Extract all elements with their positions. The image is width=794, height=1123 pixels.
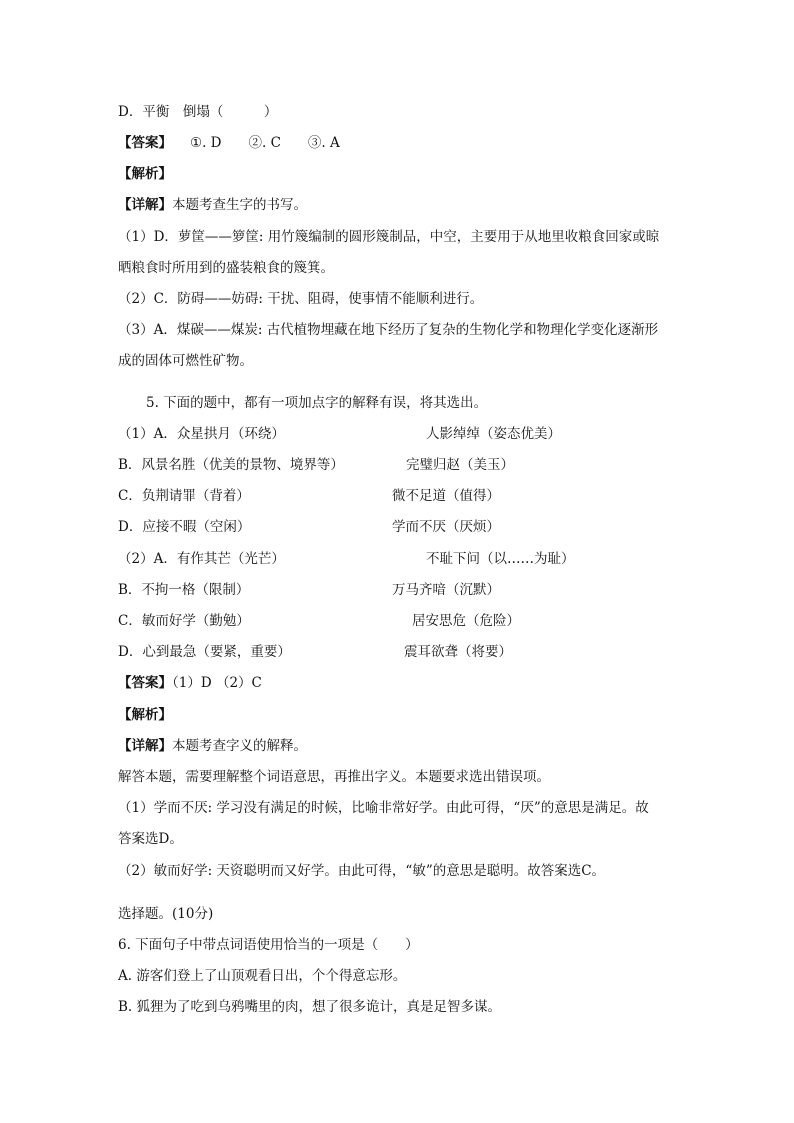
q6-stem: 6. 下面句子中带点词语使用恰当的一项是（ ）	[118, 937, 419, 953]
section-title: 选择题。(10分)	[118, 906, 214, 922]
q5-option-row	[118, 642, 512, 662]
q5-detail	[118, 736, 307, 756]
q5-stem: 5. 下面的题中，都有一项加点字的解释有误，将其选出。	[146, 395, 488, 411]
q5-option-row	[118, 580, 500, 600]
q5-option-row	[118, 455, 514, 475]
q5-option-left: B．风景名胜（优美的景物、境界等）	[118, 457, 344, 473]
prev-item-1-cont: 晒粮食时所用到的盛装粮食的篾箕。	[118, 260, 334, 276]
detail-text: 本题考查生字的书写。	[172, 197, 307, 213]
analysis-label: 【解析】	[118, 166, 172, 182]
prev-detail	[118, 195, 307, 215]
q5-answer	[118, 673, 262, 693]
prev-item-3-cont: 成的固体可燃性矿物。	[118, 353, 253, 369]
answer-value: ①. D ②. C ③. A	[190, 135, 340, 151]
q5-option-left: （2）A．有作其芒（光芒）	[118, 551, 285, 567]
q5-option-right: 学而不厌（厌烦）	[392, 519, 500, 535]
prev-item-3: （3）A．煤碳——煤炭: 古代植物埋藏在地下经历了复杂的生物化学和物理化学变化逐渐形	[118, 322, 659, 338]
q5-option-left: C．负荆请罪（背着）	[118, 488, 250, 504]
q5-option-right: 完璧归赵（美玉）	[406, 457, 514, 473]
q5-option-left: D．应接不暇（空闲）	[118, 519, 251, 535]
q5-option-left: C．敏而好学（勤勉）	[118, 613, 250, 629]
q6-option-b: B. 狐狸为了吃到乌鸦嘴里的肉，想了很多诡计，真是足智多谋。	[118, 999, 502, 1015]
q6-option-a: A. 游客们登上了山顶观看日出，个个得意忘形。	[118, 968, 407, 984]
detail-text: 本题考查字义的解释。	[172, 738, 307, 754]
q5-explain-line: （2）敏而好学: 天资聪明而又好学。由此可得，“敏”的意思是聪明。故答案选C。	[118, 863, 606, 879]
prev-item-1: （1）D．萝筐——箩筐: 用竹篾编制的圆形篾制品，中空，主要用于从地里收粮食回家或晾	[118, 229, 660, 245]
q5-option-left: B．不拘一格（限制）	[118, 582, 250, 598]
prev-option-d: D．平衡 倒塌（ ）	[118, 104, 278, 120]
q5-option-row	[118, 486, 500, 506]
q5-option-right: 震耳欲聋（将要）	[404, 644, 512, 660]
q5-explain-line: （1）学而不厌: 学习没有满足的时候，比喻非常好学。由此可得，“厌”的意思是满足。故	[118, 800, 649, 816]
q5-option-right: 人影绰绰（姿态优美）	[426, 426, 561, 442]
q5-explain-line: 解答本题，需要理解整个词语意思，再推出字义。本题要求选出错误项。	[118, 769, 550, 785]
q5-option-right: 微不足道（值得）	[392, 488, 500, 504]
q5-option-right: 万马齐喑（沉默）	[392, 582, 500, 598]
detail-label: 【详解】	[118, 197, 172, 213]
answer-value: （1）D （2）C	[172, 675, 262, 691]
q5-option-right: 不耻下问（以……为耻）	[426, 551, 575, 567]
prev-answer	[118, 133, 340, 153]
q5-option-left: （1）A．众星拱月（环绕）	[118, 426, 285, 442]
analysis-label: 【解析】	[118, 707, 172, 723]
q5-option-row	[118, 549, 575, 569]
q5-option-row	[118, 517, 500, 537]
q5-option-row	[118, 611, 520, 631]
prev-item-2: （2）C．防碍——妨碍: 干扰、阻碍，使事情不能顺利进行。	[118, 291, 484, 307]
q5-explain-line: 答案选D。	[118, 831, 183, 847]
q5-option-left: D．心到最急（要紧，重要）	[118, 644, 291, 660]
detail-label: 【详解】	[118, 738, 172, 754]
answer-label: 【答案】	[118, 135, 172, 151]
q5-option-row	[118, 424, 561, 444]
answer-label: 【答案】	[118, 675, 172, 691]
q5-option-right: 居安思危（危险）	[412, 613, 520, 629]
